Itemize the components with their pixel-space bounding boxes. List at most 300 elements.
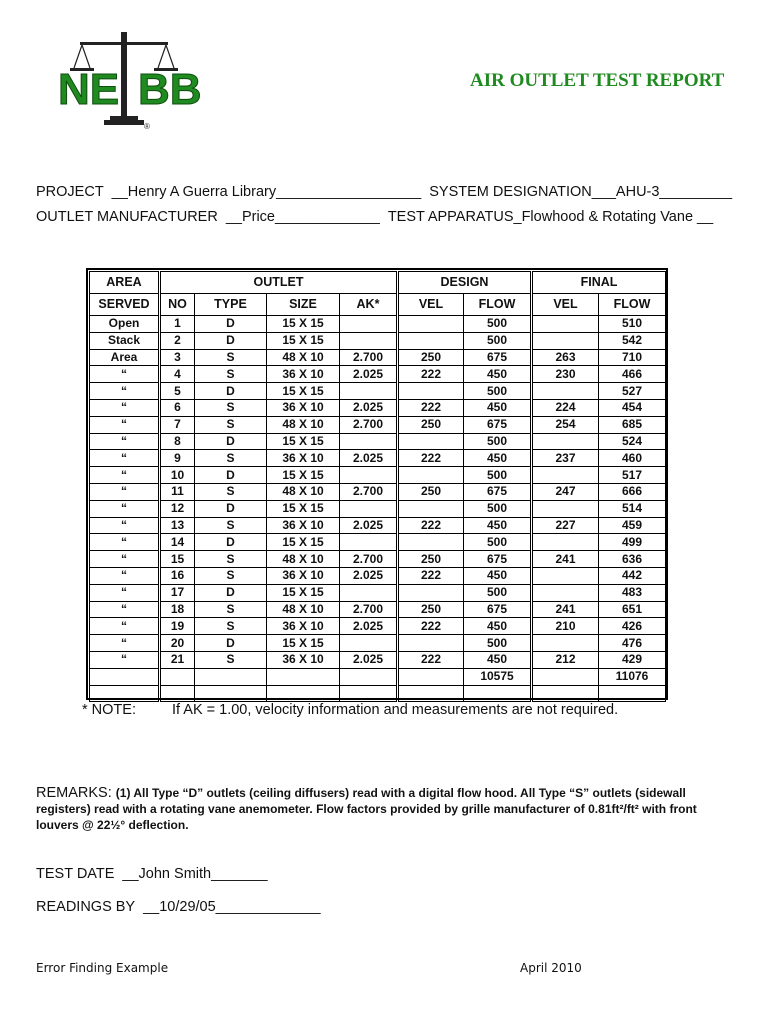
table-row bbox=[90, 467, 159, 484]
table-cell: 2.025 bbox=[340, 399, 397, 416]
table-cell: D bbox=[195, 383, 267, 400]
table-row bbox=[161, 517, 397, 534]
table-cell: 250 bbox=[399, 601, 464, 618]
table-cell: 36 X 10 bbox=[267, 618, 340, 635]
table-cell bbox=[340, 534, 397, 551]
outlet-group-header-row bbox=[161, 272, 397, 294]
table-cell: Open bbox=[90, 316, 159, 333]
table-cell: 2.025 bbox=[340, 651, 397, 668]
table-cell: 675 bbox=[464, 551, 531, 568]
table-cell: “ bbox=[90, 601, 159, 618]
note-text: If AK = 1.00, velocity information and measurements are not required. bbox=[172, 702, 619, 718]
table-cell bbox=[340, 500, 397, 517]
table-cell: S bbox=[195, 450, 267, 467]
table-cell bbox=[340, 584, 397, 601]
table-cell: 224 bbox=[533, 399, 599, 416]
table-cell bbox=[533, 332, 599, 349]
table-cell: 450 bbox=[464, 450, 531, 467]
report-title: AIR OUTLET TEST REPORT bbox=[470, 70, 725, 91]
col-header-design-vel: VEL bbox=[399, 294, 464, 316]
table-cell: D bbox=[195, 467, 267, 484]
table-cell: 1 bbox=[161, 316, 195, 333]
table-cell: 222 bbox=[399, 399, 464, 416]
table-cell: D bbox=[195, 500, 267, 517]
table-cell: 4 bbox=[161, 366, 195, 383]
table-cell: 227 bbox=[533, 517, 599, 534]
table-cell: 460 bbox=[599, 450, 666, 467]
table-cell bbox=[340, 685, 397, 702]
table-cell: 250 bbox=[399, 483, 464, 500]
table-cell: D bbox=[195, 584, 267, 601]
table-row bbox=[161, 399, 397, 416]
table-row bbox=[90, 483, 159, 500]
table-row bbox=[399, 584, 531, 601]
table-cell bbox=[90, 685, 159, 702]
table-row bbox=[399, 366, 531, 383]
table-row bbox=[90, 534, 159, 551]
table-cell: 48 X 10 bbox=[267, 483, 340, 500]
table-cell: 675 bbox=[464, 349, 531, 366]
table-row bbox=[533, 467, 666, 484]
project-value: __Henry A Guerra Library__________________ bbox=[111, 184, 422, 200]
table-row bbox=[533, 483, 666, 500]
table-row bbox=[90, 668, 159, 685]
table-cell: “ bbox=[90, 567, 159, 584]
table-row bbox=[533, 399, 666, 416]
table-cell: 514 bbox=[599, 500, 666, 517]
remarks-text: (1) All Type “D” outlets (ceiling diffusers) read with a digital flow hood. All Type “S” outlets (sidewall registers) read with a rotating vane anemometer. Flow factors provided by grille manufacturer of 0.81ft²/ft² with front louvers @ 22½° deflection. bbox=[36, 786, 697, 832]
table-row bbox=[90, 651, 159, 668]
table-cell bbox=[533, 635, 599, 652]
table-row bbox=[161, 567, 397, 584]
col-header-size: SIZE bbox=[267, 294, 340, 316]
table-row bbox=[399, 483, 531, 500]
table-cell: 210 bbox=[533, 618, 599, 635]
table-cell: 10575 bbox=[464, 668, 531, 685]
table-cell: S bbox=[195, 517, 267, 534]
table-cell: 36 X 10 bbox=[267, 651, 340, 668]
table-row bbox=[399, 517, 531, 534]
table-row bbox=[90, 635, 159, 652]
nebb-logo bbox=[52, 28, 212, 138]
test-date-line bbox=[36, 866, 268, 882]
table-cell: 20 bbox=[161, 635, 195, 652]
table-cell bbox=[533, 383, 599, 400]
table-cell: 2.700 bbox=[340, 349, 397, 366]
col-header-design-flow: FLOW bbox=[464, 294, 531, 316]
table-cell: 500 bbox=[464, 383, 531, 400]
table-cell: 675 bbox=[464, 601, 531, 618]
table-cell: 230 bbox=[533, 366, 599, 383]
table-cell: D bbox=[195, 316, 267, 333]
table-cell: 21 bbox=[161, 651, 195, 668]
table-cell: 2.025 bbox=[340, 450, 397, 467]
table-row bbox=[161, 584, 397, 601]
table-cell bbox=[399, 635, 464, 652]
table-cell: 241 bbox=[533, 551, 599, 568]
table-row bbox=[399, 349, 531, 366]
table-cell: 500 bbox=[464, 467, 531, 484]
table-cell: 15 X 15 bbox=[267, 433, 340, 450]
table-row bbox=[533, 500, 666, 517]
table-cell: 524 bbox=[599, 433, 666, 450]
table-row bbox=[161, 450, 397, 467]
outlet-manufacturer-label: OUTLET MANUFACTURER bbox=[36, 209, 218, 225]
table-row bbox=[399, 332, 531, 349]
footer-right: April 2010 bbox=[520, 961, 582, 975]
table-row bbox=[161, 433, 397, 450]
table-row bbox=[533, 584, 666, 601]
table-cell: S bbox=[195, 618, 267, 635]
table-cell: 48 X 10 bbox=[267, 551, 340, 568]
table-cell: “ bbox=[90, 366, 159, 383]
table-row bbox=[533, 450, 666, 467]
table-cell: “ bbox=[90, 618, 159, 635]
table-cell: “ bbox=[90, 534, 159, 551]
col-header-served: SERVED bbox=[90, 294, 159, 316]
table-cell: “ bbox=[90, 416, 159, 433]
table-cell: 15 X 15 bbox=[267, 316, 340, 333]
table-cell: 222 bbox=[399, 366, 464, 383]
table-cell: 2.025 bbox=[340, 366, 397, 383]
table-cell: 15 X 15 bbox=[267, 534, 340, 551]
table-cell: Stack bbox=[90, 332, 159, 349]
table-cell: 254 bbox=[533, 416, 599, 433]
table-cell: 2.700 bbox=[340, 601, 397, 618]
table-cell: 685 bbox=[599, 416, 666, 433]
col-header-ak: AK* bbox=[340, 294, 397, 316]
table-cell: 450 bbox=[464, 651, 531, 668]
final-column-header-row bbox=[533, 294, 666, 316]
final-group-header: FINAL bbox=[533, 272, 666, 294]
table-cell: S bbox=[195, 349, 267, 366]
table-row bbox=[90, 584, 159, 601]
table-row bbox=[90, 349, 159, 366]
table-cell bbox=[399, 383, 464, 400]
table-cell: “ bbox=[90, 651, 159, 668]
table-cell bbox=[340, 383, 397, 400]
table-cell bbox=[195, 668, 267, 685]
test-apparatus-value: _Flowhood & Rotating Vane __ bbox=[513, 209, 714, 225]
table-cell: 426 bbox=[599, 618, 666, 635]
table-cell: 212 bbox=[533, 651, 599, 668]
table-cell: “ bbox=[90, 551, 159, 568]
table-cell: 442 bbox=[599, 567, 666, 584]
table-cell: D bbox=[195, 635, 267, 652]
col-header-type: TYPE bbox=[195, 294, 267, 316]
table-cell: 2.700 bbox=[340, 483, 397, 500]
table-cell: 15 X 15 bbox=[267, 635, 340, 652]
table-cell: 2.700 bbox=[340, 416, 397, 433]
table-cell: 2.025 bbox=[340, 517, 397, 534]
table-row bbox=[399, 467, 531, 484]
table-cell: 48 X 10 bbox=[267, 416, 340, 433]
table-row bbox=[90, 332, 159, 349]
table-cell: S bbox=[195, 416, 267, 433]
outlet-column-header-row bbox=[161, 294, 397, 316]
table-cell: 2.700 bbox=[340, 551, 397, 568]
table-row bbox=[399, 601, 531, 618]
table-cell: 36 X 10 bbox=[267, 450, 340, 467]
table-cell: S bbox=[195, 567, 267, 584]
table-cell: 11 bbox=[161, 483, 195, 500]
table-cell: “ bbox=[90, 635, 159, 652]
table-cell: D bbox=[195, 332, 267, 349]
table-row bbox=[161, 349, 397, 366]
table-row bbox=[161, 316, 397, 333]
table-row bbox=[161, 383, 397, 400]
table-cell: 499 bbox=[599, 534, 666, 551]
table-row bbox=[90, 517, 159, 534]
table-cell: 19 bbox=[161, 618, 195, 635]
table-row bbox=[90, 685, 159, 702]
table-cell: 36 X 10 bbox=[267, 567, 340, 584]
table-row bbox=[161, 366, 397, 383]
table-cell: 675 bbox=[464, 483, 531, 500]
table-cell: 459 bbox=[599, 517, 666, 534]
table-row bbox=[161, 685, 397, 702]
table-cell: 15 X 15 bbox=[267, 584, 340, 601]
table-cell: 15 X 15 bbox=[267, 500, 340, 517]
table-row bbox=[161, 651, 397, 668]
table-cell bbox=[399, 534, 464, 551]
table-cell bbox=[399, 500, 464, 517]
table-cell: 222 bbox=[399, 567, 464, 584]
table-cell bbox=[533, 668, 599, 685]
table-cell: D bbox=[195, 534, 267, 551]
table-cell: 15 X 15 bbox=[267, 332, 340, 349]
col-header-no: NO bbox=[161, 294, 195, 316]
design-table bbox=[398, 271, 531, 702]
table-row bbox=[90, 366, 159, 383]
table-cell bbox=[90, 668, 159, 685]
table-row bbox=[90, 399, 159, 416]
table-cell: 450 bbox=[464, 366, 531, 383]
table-row bbox=[90, 618, 159, 635]
table-row bbox=[161, 635, 397, 652]
table-cell: 237 bbox=[533, 450, 599, 467]
table-cell: 48 X 10 bbox=[267, 601, 340, 618]
table-cell bbox=[464, 685, 531, 702]
area-column-header-row bbox=[90, 294, 159, 316]
table-row bbox=[399, 399, 531, 416]
table-row bbox=[533, 651, 666, 668]
table-cell: 250 bbox=[399, 551, 464, 568]
table-cell: S bbox=[195, 483, 267, 500]
table-cell: 483 bbox=[599, 584, 666, 601]
table-cell bbox=[161, 668, 195, 685]
table-cell: 6 bbox=[161, 399, 195, 416]
table-cell: 675 bbox=[464, 416, 531, 433]
table-cell: 2 bbox=[161, 332, 195, 349]
table-cell: 222 bbox=[399, 651, 464, 668]
table-row bbox=[399, 567, 531, 584]
table-cell: 48 X 10 bbox=[267, 349, 340, 366]
table-cell: 500 bbox=[464, 316, 531, 333]
table-cell: 2.025 bbox=[340, 618, 397, 635]
note bbox=[82, 702, 618, 718]
table-cell: 542 bbox=[599, 332, 666, 349]
project-label: PROJECT bbox=[36, 184, 104, 200]
table-cell: 18 bbox=[161, 601, 195, 618]
table-row bbox=[533, 685, 666, 702]
table-row bbox=[399, 433, 531, 450]
remarks bbox=[36, 785, 736, 833]
table-cell: S bbox=[195, 399, 267, 416]
table-cell: 500 bbox=[464, 635, 531, 652]
table-cell: 222 bbox=[399, 618, 464, 635]
table-cell: 15 X 15 bbox=[267, 467, 340, 484]
table-cell: “ bbox=[90, 383, 159, 400]
table-cell: 666 bbox=[599, 483, 666, 500]
table-cell: 454 bbox=[599, 399, 666, 416]
table-cell: 250 bbox=[399, 349, 464, 366]
table-cell: 12 bbox=[161, 500, 195, 517]
table-row bbox=[399, 635, 531, 652]
table-cell: 429 bbox=[599, 651, 666, 668]
design-column-header-row bbox=[399, 294, 531, 316]
table-row bbox=[90, 433, 159, 450]
table-cell: “ bbox=[90, 467, 159, 484]
table-cell: 9 bbox=[161, 450, 195, 467]
table-cell: “ bbox=[90, 450, 159, 467]
table-row bbox=[90, 450, 159, 467]
table-row bbox=[533, 416, 666, 433]
table-row bbox=[533, 601, 666, 618]
table-row bbox=[533, 618, 666, 635]
table-row bbox=[161, 332, 397, 349]
table-cell bbox=[533, 500, 599, 517]
table-row bbox=[90, 383, 159, 400]
readings-by-line bbox=[36, 899, 321, 915]
table-cell: 222 bbox=[399, 450, 464, 467]
table-cell: S bbox=[195, 551, 267, 568]
table-cell: 527 bbox=[599, 383, 666, 400]
test-date-label: TEST DATE bbox=[36, 866, 115, 882]
project-line bbox=[36, 184, 732, 200]
test-apparatus-label: TEST APPARATUS bbox=[387, 209, 514, 225]
table-cell: D bbox=[195, 433, 267, 450]
table-cell bbox=[340, 332, 397, 349]
table-row bbox=[533, 332, 666, 349]
table-cell: “ bbox=[90, 399, 159, 416]
table-cell: “ bbox=[90, 500, 159, 517]
table-cell: 500 bbox=[464, 433, 531, 450]
table-cell: 450 bbox=[464, 567, 531, 584]
table-cell: 2.025 bbox=[340, 567, 397, 584]
table-cell bbox=[533, 467, 599, 484]
table-row bbox=[399, 416, 531, 433]
table-cell bbox=[533, 567, 599, 584]
table-cell bbox=[340, 668, 397, 685]
table-row bbox=[161, 668, 397, 685]
outlet-group-header: OUTLET bbox=[161, 272, 397, 294]
table-row bbox=[90, 601, 159, 618]
table-cell bbox=[340, 433, 397, 450]
table-row bbox=[533, 534, 666, 551]
table-cell: 222 bbox=[399, 517, 464, 534]
table-row bbox=[161, 416, 397, 433]
table-cell: 636 bbox=[599, 551, 666, 568]
table-cell bbox=[533, 685, 599, 702]
table-cell bbox=[533, 433, 599, 450]
table-row bbox=[161, 618, 397, 635]
table-cell: Area bbox=[90, 349, 159, 366]
table-cell: 13 bbox=[161, 517, 195, 534]
table-row bbox=[533, 551, 666, 568]
table-cell: “ bbox=[90, 483, 159, 500]
footer-left: Error Finding Example bbox=[36, 961, 169, 975]
table-cell: 510 bbox=[599, 316, 666, 333]
table-cell bbox=[399, 668, 464, 685]
table-row bbox=[399, 534, 531, 551]
table-cell: 15 bbox=[161, 551, 195, 568]
table-cell: “ bbox=[90, 584, 159, 601]
table-cell bbox=[533, 316, 599, 333]
table-row bbox=[161, 534, 397, 551]
readings-by-value: __10/29/05_____________ bbox=[143, 899, 321, 915]
table-row bbox=[533, 635, 666, 652]
table-cell bbox=[399, 316, 464, 333]
table-cell: 450 bbox=[464, 399, 531, 416]
table-cell bbox=[399, 685, 464, 702]
table-cell: 5 bbox=[161, 383, 195, 400]
table-row bbox=[399, 450, 531, 467]
table-cell: 3 bbox=[161, 349, 195, 366]
area-group-header-row bbox=[90, 272, 159, 294]
table-cell: 710 bbox=[599, 349, 666, 366]
table-cell: 500 bbox=[464, 332, 531, 349]
table-cell: “ bbox=[90, 517, 159, 534]
table-cell: 8 bbox=[161, 433, 195, 450]
table-cell bbox=[340, 467, 397, 484]
table-cell bbox=[195, 685, 267, 702]
area-group-header: AREA bbox=[90, 272, 159, 294]
table-row bbox=[533, 316, 666, 333]
note-label: * NOTE: bbox=[82, 702, 136, 718]
col-header-final-flow: FLOW bbox=[599, 294, 666, 316]
logo-text-left: NE bbox=[58, 65, 120, 114]
table-cell bbox=[267, 685, 340, 702]
design-group-header-row bbox=[399, 272, 531, 294]
table-cell: 500 bbox=[464, 534, 531, 551]
table-row bbox=[533, 668, 666, 685]
final-table bbox=[532, 271, 666, 702]
outlet-table bbox=[160, 271, 397, 702]
table-row bbox=[161, 483, 397, 500]
table-row bbox=[90, 316, 159, 333]
table-row bbox=[161, 467, 397, 484]
table-cell bbox=[399, 584, 464, 601]
remarks-label: REMARKS: bbox=[36, 785, 112, 801]
table-cell: 10 bbox=[161, 467, 195, 484]
table-cell: 247 bbox=[533, 483, 599, 500]
table-row bbox=[90, 551, 159, 568]
table-row bbox=[399, 618, 531, 635]
table-cell: 476 bbox=[599, 635, 666, 652]
design-group-header: DESIGN bbox=[399, 272, 531, 294]
table-cell: 36 X 10 bbox=[267, 517, 340, 534]
table-cell: 14 bbox=[161, 534, 195, 551]
table-cell: 36 X 10 bbox=[267, 399, 340, 416]
final-group-header-row bbox=[533, 272, 666, 294]
table-cell: 450 bbox=[464, 618, 531, 635]
table-cell bbox=[340, 635, 397, 652]
system-designation-value: ___AHU-3_________ bbox=[591, 184, 733, 200]
table-row bbox=[161, 500, 397, 517]
test-date-value: __John Smith_______ bbox=[122, 866, 268, 882]
table-cell: S bbox=[195, 601, 267, 618]
